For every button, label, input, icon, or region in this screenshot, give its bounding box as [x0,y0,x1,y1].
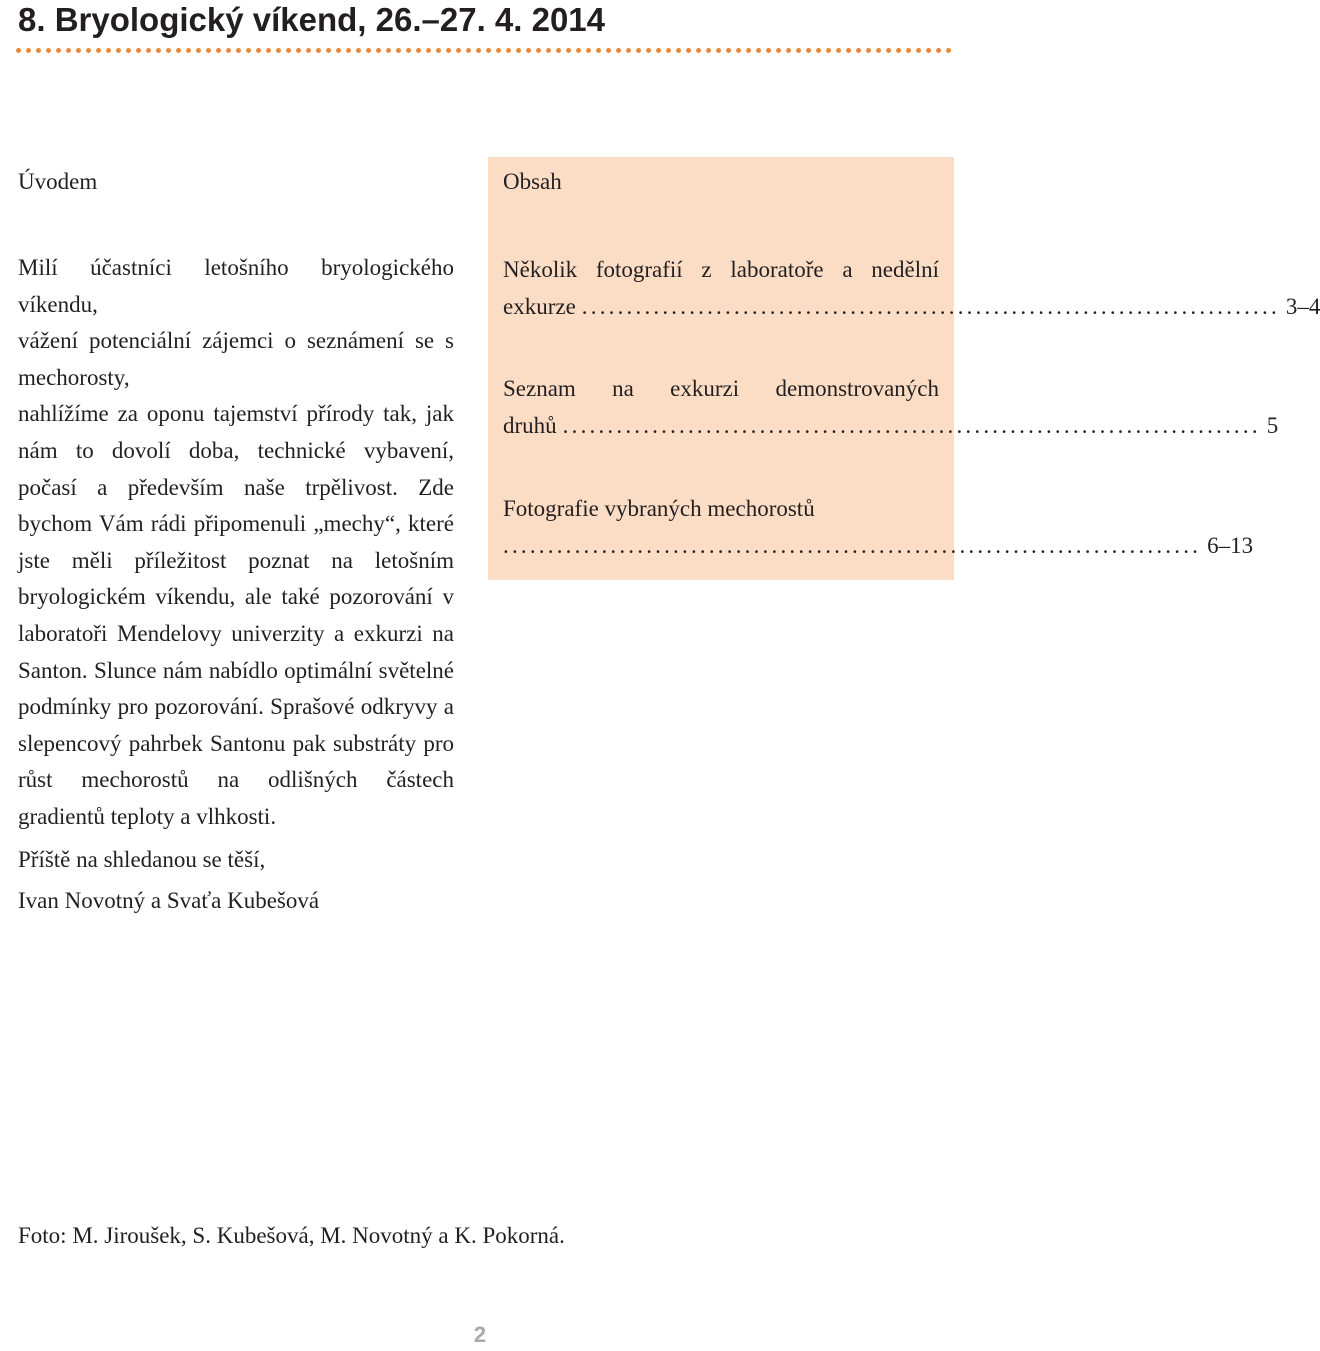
toc-entry[interactable] [503,491,1254,564]
toc-entry-title-cont: exkurze [503,293,576,319]
toc-entry-title: Seznam na exkurzi demonstrovaných [503,376,939,401]
toc-page-number: 6–13 [1207,532,1254,558]
toc-entry[interactable] [503,371,1279,444]
toc-page-number: 5 [1266,412,1279,438]
intro-body-text: nahlížíme za oponu tajemství přírody tak, jak nám to dovolí doba, technické vybavení, počasí a především naše trpělivost. Zde bychom Vám rádi připomenuli „mechy“, které jste měli příležitost poznat na letošním bryologickém víkendu, ale také pozorování v laboratoři Mendelovy univerzity a exkurzi na Santon. Slunce nám nabídlo optimální světelné podmínky pro pozorování. Sprašové odkryvy a slepencový pahrbek Santonu pak substráty pro růst mechorostů na odlišných částech gradientů teploty a vlhkosti. [18,401,454,829]
page-title: 8. Bryologický víkend, 26.–27. 4. 2014 [18,1,606,38]
table-of-contents [488,157,1320,580]
toc-leader-dots: .............................................................................. [581,293,1280,319]
salutation-participants: Milí účastníci letošního bryologického víkendu, [18,255,454,317]
toc-entry[interactable] [503,252,1320,325]
page-number: 2 [473,1322,487,1347]
title-dotted-rule [16,48,952,53]
toc-leader-dots: .............................................................................. [503,532,1202,558]
toc-heading: Obsah [503,169,562,194]
intro-heading: Úvodem [18,169,98,194]
salutation-prospects: vážení potenciální zájemci o seznámení se s mechorosty, [18,328,454,390]
toc-entry-title: Fotografie vybraných mechorostů [503,496,815,521]
toc-page-number: 3–4 [1285,293,1320,319]
signature: Ivan Novotný a Svaťa Kubešová [18,888,320,914]
toc-leader-dots: .............................................................................. [562,412,1261,438]
intro-column [18,250,454,920]
closing-line: Příště na shledanou se těší, [18,846,266,872]
photo-credits: Foto: M. Jiroušek, S. Kubešová, M. Novotný a K. Pokorná. [18,1223,565,1248]
toc-entry-title: Několik fotografií z laboratoře a nedělní [503,257,939,282]
toc-entry-title-cont: druhů [503,412,557,438]
